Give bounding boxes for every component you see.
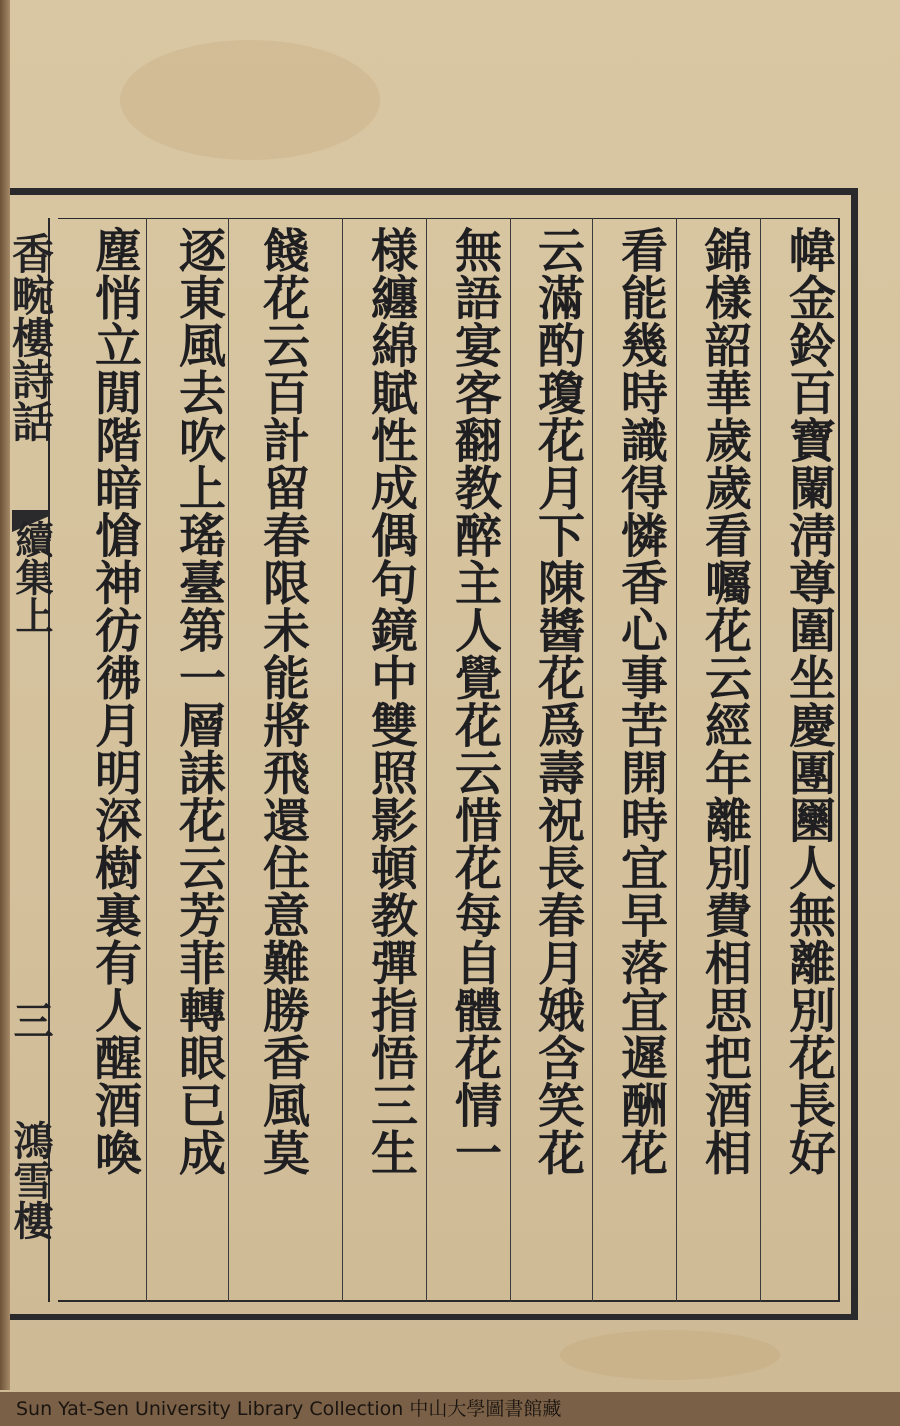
- studio-name: 鴻雪樓: [7, 1120, 54, 1240]
- column-rule: [146, 218, 147, 1302]
- book-title: 香畹樓詩話: [6, 232, 55, 442]
- text-column-1: 幃金鈴百寶闌淸尊圍坐慶團圞人無離別花長好: [781, 226, 836, 1176]
- column-rule: [676, 218, 677, 1302]
- column-rule: [342, 218, 343, 1302]
- text-column-6: 様纏綿賦性成偶句鏡中雙照影頓教彈指悟三生: [363, 226, 418, 1176]
- text-column-4: 云滿酌瓊花月下陳醬花爲壽祝長春月娥含笑花: [530, 226, 585, 1176]
- column-rule: [228, 218, 229, 1302]
- paper-stain: [560, 1330, 780, 1380]
- paper-stain: [120, 40, 380, 160]
- column-rule: [426, 218, 427, 1302]
- text-column-7: 餞花云百計留春限未能將飛還住意難勝香風莫: [255, 226, 310, 1176]
- column-rule: [760, 218, 761, 1302]
- library-credit: Sun Yat-Sen University Library Collection 中山大學圖書館藏: [16, 1398, 562, 1420]
- text-column-3: 看能幾時識得憐香心事苦開時宜早落宜遲酬花: [613, 226, 668, 1176]
- text-column-8: 逐東風去吹上瑤臺第一層誄花云芳菲轉眼已成: [171, 226, 226, 1176]
- page-number: 三: [7, 1000, 54, 1040]
- text-column-2: 錦樣韶華歲歲看囑花云經年離別費相思把酒相: [697, 226, 752, 1176]
- volume-label: 續集上: [9, 520, 54, 634]
- text-column-9: 塵悄立閒階暗愴神彷彿月明深樹裏有人醒酒喚: [87, 226, 142, 1176]
- column-rule: [592, 218, 593, 1302]
- column-rule: [510, 218, 511, 1302]
- text-column-5: 無語宴客翻教醉主人覺花云惜花每自體花情一: [447, 226, 502, 1176]
